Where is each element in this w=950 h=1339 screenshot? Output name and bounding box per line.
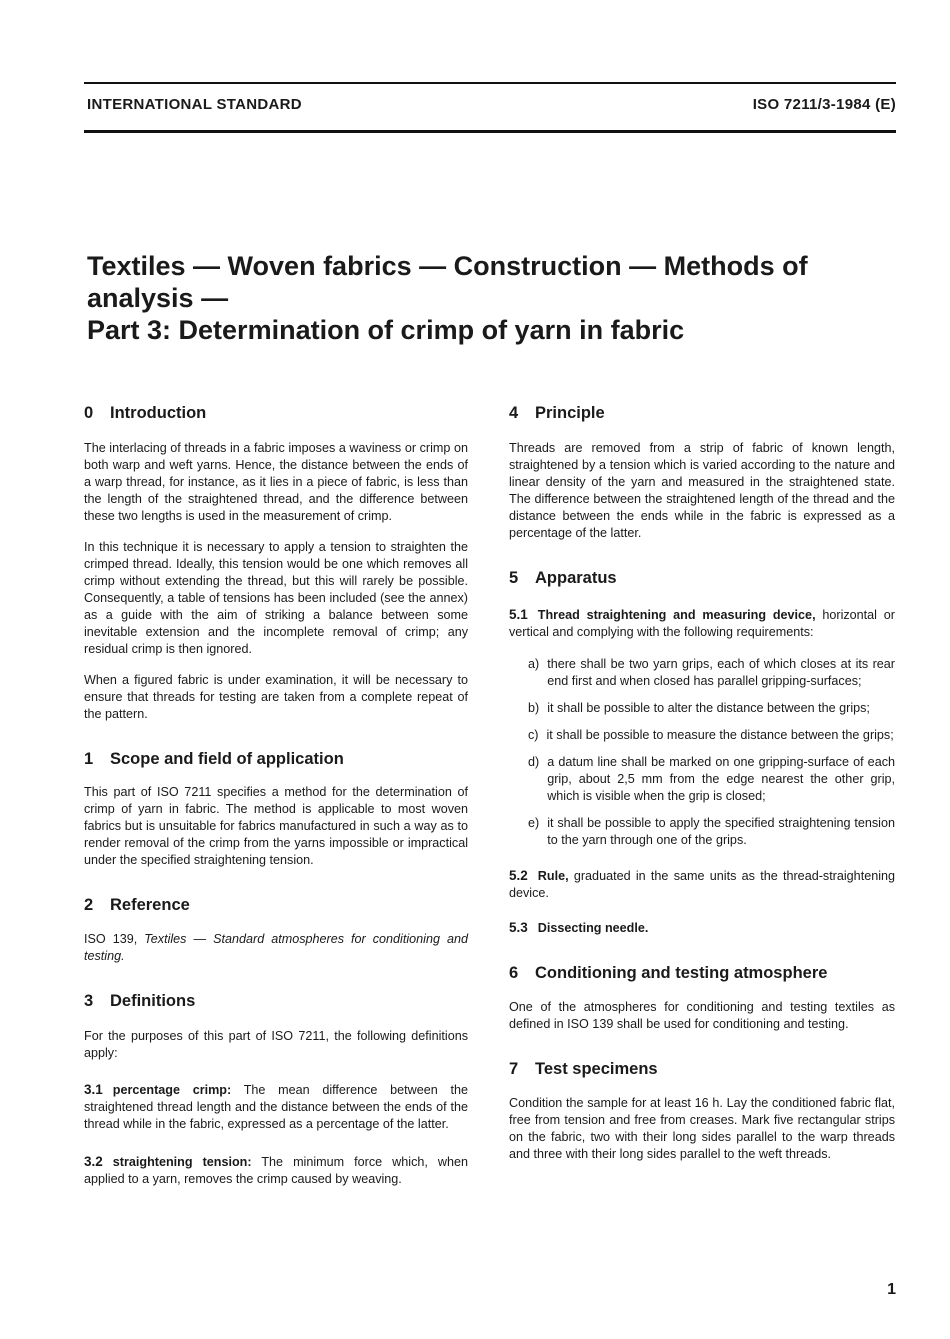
right-column [509,404,895,1163]
section-5-heading: 5 Apparatus [509,569,617,587]
definition-3-2: 3.2 straightening tension: The minimum force which, when applied to a yarn, removes the crimp caused by weaving. [84,1154,469,1186]
section-7-paragraph: Condition the sample for at least 16 h. Lay the conditioned fabric flat, free from tension and free from creases. Mark five rectangular strips on the fabric, two with their long sides parallel to the warp threads and three with their long sides parallel to the weft threads. [509,1096,895,1161]
section-0-paragraph-2: In this technique it is necessary to apply a tension to straighten the crimped thread. Ideally, this tension would be one which removes all crimp without extending the thread, but this will rarely be possible. Consequently, a table of tensions has been included (see the annex) as a guide with the aim of striking a balance between some inevitable extension and the incomplete removal of crimp; any residual crimp is then ignored. [84,540,468,656]
title-line-2: analysis — [87,283,229,313]
subsection-5-1: 5.1 Thread straightening and measuring device, horizontal or vertical and complying with the following requirements: [509,607,895,639]
section-2-heading: 2 Reference [84,896,190,914]
document-type-label: INTERNATIONAL STANDARD [87,96,302,113]
section-1-heading: 1 Scope and field of application [84,750,344,768]
section-6-heading: 6 Conditioning and testing atmosphere [509,964,828,982]
section-0-paragraph-3: When a figured fabric is under examination, it will be necessary to ensure that threads for testing are taken from a complete repeat of the pattern. [84,673,468,721]
left-column [84,404,468,1188]
document-title [87,250,887,346]
header-top-rule [84,82,896,84]
requirements-list [509,656,895,849]
section-3-intro: For the purposes of this part of ISO 7211, the following definitions apply: [84,1029,468,1060]
requirement-a: a) there shall be two yarn grips, each of which closes at its rear end first and when closed has parallel gripping-surfaces; [528,657,895,688]
requirement-d: d) a datum line shall be marked on one gripping-surface of each grip, about 2,5 mm from the edge nearest the other grip, which is visible when the grip is closed; [528,755,895,803]
page-number: 1 [887,1281,896,1298]
section-7-heading: 7 Test specimens [509,1060,658,1078]
requirement-b: b) it shall be possible to alter the distance between the grips; [528,701,870,715]
section-0-heading: 0 Introduction [84,404,207,422]
section-4-heading: 4 Principle [509,404,605,422]
section-3-heading: 3 Definitions [84,992,196,1010]
subsection-5-3: 5.3 Dissecting needle. [509,920,649,935]
subsection-5-2: 5.2 Rule, graduated in the same units as the thread-straightening device. [509,868,896,900]
section-6-paragraph: One of the atmospheres for conditioning and testing textiles as defined in ISO 139 shall be used for conditioning and testing. [509,1000,895,1031]
section-1-paragraph: This part of ISO 7211 specifies a method for the determination of crimp of yarn in fabric. The method is applicable to most woven fabrics but is unsuitable for fabrics manufactured in such a way as to render removal of the crimp from the yarns impossible or impractical under the specified straightening tension. [84,785,468,867]
requirement-c: c) it shall be possible to measure the distance between the grips; [528,728,894,742]
section-2-reference: ISO 139, Textiles — Standard atmospheres for conditioning and testing. [84,932,468,963]
definition-3-1: 3.1 percentage crimp: The mean difference between the straightened thread length and the distance between the ends of the thread while in the fabric, expressed as a percentage of the latter. [84,1082,468,1131]
title-line-3: Part 3: Determination of crimp of yarn in fabric [87,315,685,345]
section-4-paragraph: Threads are removed from a strip of fabric of known length, straightened by a tension which is varied according to the nature and linear density of the yarn and measured in the straightened state. The difference between the straightened length of the thread and the distance between the ends while in the fabric is expressed as a percentage of the latter. [509,441,895,540]
requirement-e: e) it shall be possible to apply the specified straightening tension to the yarn through one of the grips. [528,816,895,847]
section-0-paragraph-1: The interlacing of threads in a fabric imposes a waviness or crimp on both warp and weft yarns. Hence, the distance between the ends of a warp thread, for instance, as it lies in a piece of fabric, is less than the length of the straightened thread, and the difference between these two lengths is used in the measurement of crimp. [84,441,468,523]
title-line-1: Textiles — Woven fabrics — Construction — Methods of [87,251,808,281]
header-bottom-rule [84,130,896,133]
standard-number: ISO 7211/3-1984 (E) [752,96,896,113]
